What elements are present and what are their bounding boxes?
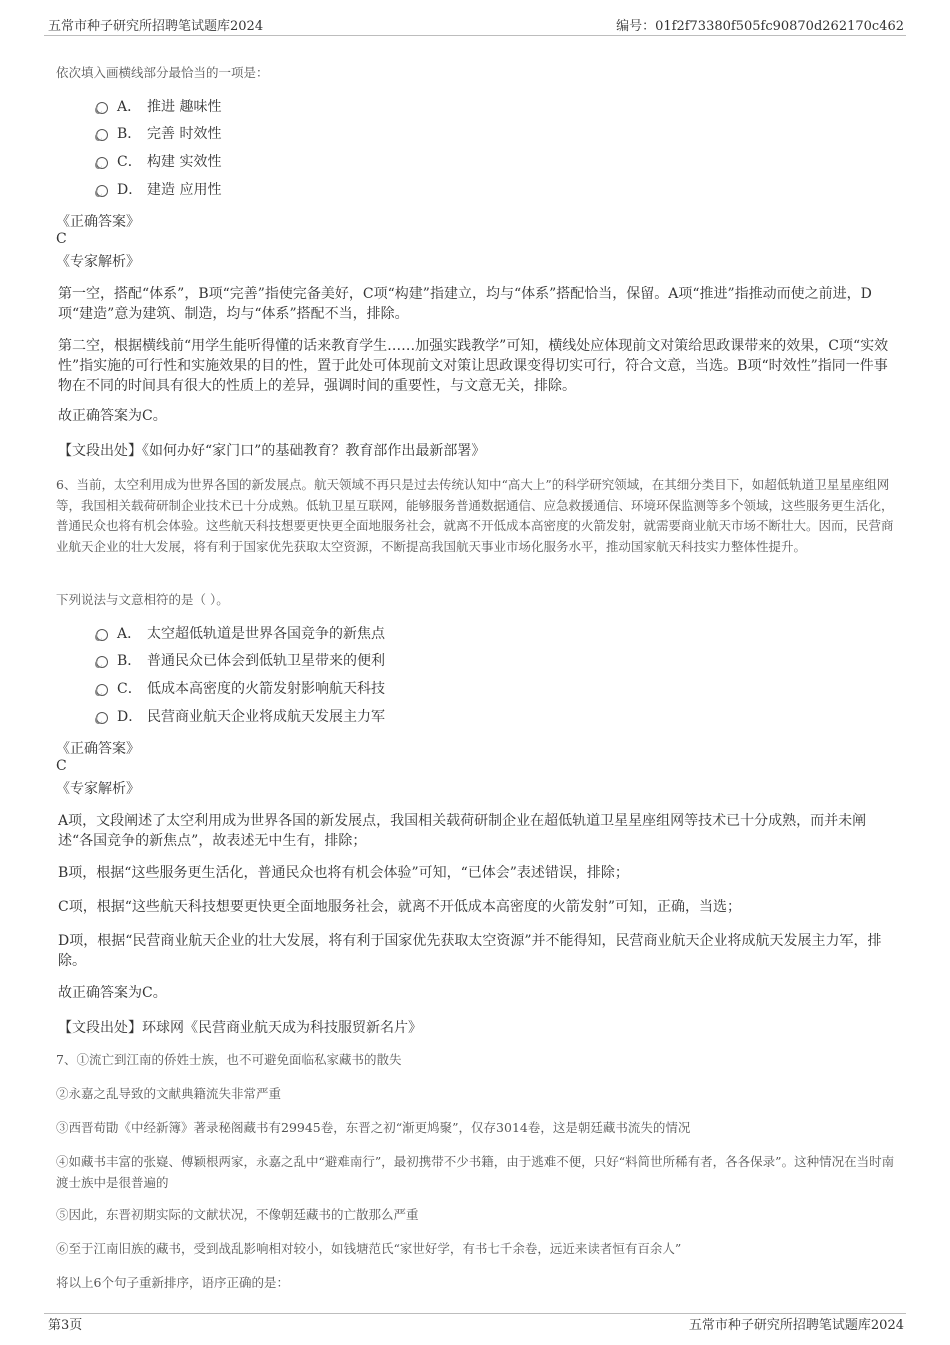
header-title: 五常市种子研究所招聘笔试题库2024 xyxy=(48,19,264,34)
q5-answer: C xyxy=(56,231,67,247)
q6-conclusion: 故正确答案为C。 xyxy=(58,985,167,1001)
q5-analysis-paragraph-2: 第二空，根据横线前“用学生能听得懂的话来教育学生……加强实践教学”可知，横线处应体现前文对策给思政课带来的效果，C项“实效性”指实施的可行性和实施效果的目的性，置于此处可体现前文对策让思政课变得切实可行，符合文意，当选。B项“时效性”指同一件事物在不同的时间具有很大的性质上的差异，强调时间的重要性，与文意无关，排除。 xyxy=(58,338,889,394)
option-letter: C． xyxy=(117,154,142,170)
q5-option-c[interactable] xyxy=(96,152,221,172)
option-letter: B． xyxy=(117,126,142,142)
q7-sentence-2: ②永嘉之乱导致的文献典籍流失非常严重 xyxy=(56,1086,282,1101)
option-text: 完善 时效性 xyxy=(147,126,222,142)
q7-sentence-4: ④如藏书丰富的张嶷、傅颖根两家，永嘉之乱中“避难南行”，最初携带不少书籍，由于逃难不便，只好“料简世所稀有者，各各保录”。这种情况在当时南渡士族中是很普遍的 xyxy=(56,1154,895,1190)
q6-answer-label: 《正确答案》 xyxy=(56,741,140,757)
radio-icon[interactable] xyxy=(96,185,108,197)
q5-prompt: 依次填入画横线部分最恰当的一项是： xyxy=(56,65,269,80)
q6-option-a[interactable] xyxy=(96,624,385,644)
radio-icon[interactable] xyxy=(96,629,108,641)
q6-passage: 6、当前，太空利用成为世界各国的新发展点。航天领域不再只是过去传统认知中“高大上”的科学研究领域，在其细分类目下，如超低轨道卫星星座组网等，我国相关载荷研制企业技术已十分成熟。低轨卫星互联网，能够服务普通数据通信、应急救援通信、环境环保监测等多个领域，这些服务更生活化，普通民众也将有机会体验。这些航天科技想要更快更全面地服务社会，就离不开低成本高密度的火箭发射，就需要商业航天市场不断壮大。因而，民营商业航天企业的壮大发展，将有利于国家优先获取太空资源，不断提高我国航天事业市场化服务水平，推动国家航天科技实力整体性提升。 xyxy=(56,477,894,554)
q7-sentence-6: ⑥至于江南旧族的藏书，受到战乱影响相对较小，如钱塘范氏“家世好学，有书七千余卷，远近来读者恒有百余人” xyxy=(56,1241,682,1256)
option-text: 建造 应用性 xyxy=(147,182,222,198)
q5-source: 【文段出处】《如何办好“家门口”的基础教育？教育部作出最新部署》 xyxy=(58,443,486,459)
q6-source: 【文段出处】环球网《民营商业航天成为科技服贸新名片》 xyxy=(58,1020,422,1036)
q5-analysis-label: 《专家解析》 xyxy=(56,254,140,270)
radio-icon[interactable] xyxy=(96,129,108,141)
radio-icon[interactable] xyxy=(96,656,108,668)
q5-option-b[interactable] xyxy=(96,124,221,144)
q5-conclusion: 故正确答案为C。 xyxy=(58,408,167,424)
option-letter: D． xyxy=(117,709,143,725)
q5-answer-label: 《正确答案》 xyxy=(56,214,140,230)
q6-analysis-d: D项，根据“民营商业航天企业的壮大发展，将有利于国家优先获取太空资源”并不能得知，民营商业航天企业将成航天发展主力军，排除。 xyxy=(58,933,882,969)
q6-analysis-a: A项，文段阐述了太空利用成为世界各国的新发展点，我国相关载荷研制企业在超低轨道卫星星座组网等技术已十分成熟，而并未阐述“各国竞争的新焦点”，故表述无中生有，排除； xyxy=(58,813,867,849)
option-text: 太空超低轨道是世界各国竞争的新焦点 xyxy=(147,626,385,642)
option-letter: B． xyxy=(117,653,142,669)
q7-sentence-1: 7、①流亡到江南的侨姓士族，也不可避免面临私家藏书的散失 xyxy=(56,1052,402,1067)
q6-answer: C xyxy=(56,758,67,774)
option-text: 低成本高密度的火箭发射影响航天科技 xyxy=(147,681,385,697)
q6-option-c[interactable] xyxy=(96,679,385,699)
q5-option-a[interactable] xyxy=(96,97,221,117)
option-text: 普通民众已体会到低轨卫星带来的便利 xyxy=(147,653,385,669)
radio-icon[interactable] xyxy=(96,102,108,114)
radio-icon[interactable] xyxy=(96,712,108,724)
radio-icon[interactable] xyxy=(96,157,108,169)
footer-title: 五常市种子研究所招聘笔试题库2024 xyxy=(688,1318,904,1333)
option-letter: A． xyxy=(117,626,142,642)
q6-analysis-c: C项，根据“这些航天科技想要更快更全面地服务社会，就离不开低成本高密度的火箭发射”可知，正确，当选； xyxy=(58,899,742,915)
q5-option-d[interactable] xyxy=(96,180,221,200)
option-text: 民营商业航天企业将成航天发展主力军 xyxy=(147,709,385,725)
q6-option-d[interactable] xyxy=(96,707,385,727)
q6-analysis-label: 《专家解析》 xyxy=(56,781,140,797)
q7-sentence-3: ③西晋荀勖《中经新簿》著录秘阁藏书有29945卷，东晋之初“渐更鸠聚”，仅存3014卷，这是朝廷藏书流失的情况 xyxy=(56,1120,691,1135)
q6-analysis-b: B项，根据“这些服务更生活化，普通民众也将有机会体验”可知，“已体会”表述错误，排除； xyxy=(58,865,629,881)
option-text: 构建 实效性 xyxy=(147,154,222,170)
header-divider xyxy=(44,35,906,36)
option-letter: C． xyxy=(117,681,142,697)
page-number: 第3页 xyxy=(48,1318,83,1333)
q6-prompt: 下列说法与文意相符的是（ ）。 xyxy=(56,592,229,607)
document-code: 编号：01f2f73380f505fc90870d262170c462 xyxy=(616,19,904,34)
radio-icon[interactable] xyxy=(96,684,108,696)
q5-analysis-paragraph-1: 第一空，搭配“体系”，B项“完善”指使完备美好，C项“构建”指建立，均与“体系”搭配恰当，保留。A项“推进”指推动而使之前进，D项“建造”意为建筑、制造，均与“体系”搭配不当，排除。 xyxy=(58,286,872,322)
option-letter: A． xyxy=(117,99,142,115)
q6-option-b[interactable] xyxy=(96,651,385,671)
option-letter: D． xyxy=(117,182,143,198)
q7-sentence-5: ⑤因此，东晋初期实际的文献状况，不像朝廷藏书的亡散那么严重 xyxy=(56,1207,419,1222)
q7-prompt: 将以上6个句子重新排序，语序正确的是： xyxy=(56,1275,289,1290)
option-text: 推进 趣味性 xyxy=(147,99,222,115)
